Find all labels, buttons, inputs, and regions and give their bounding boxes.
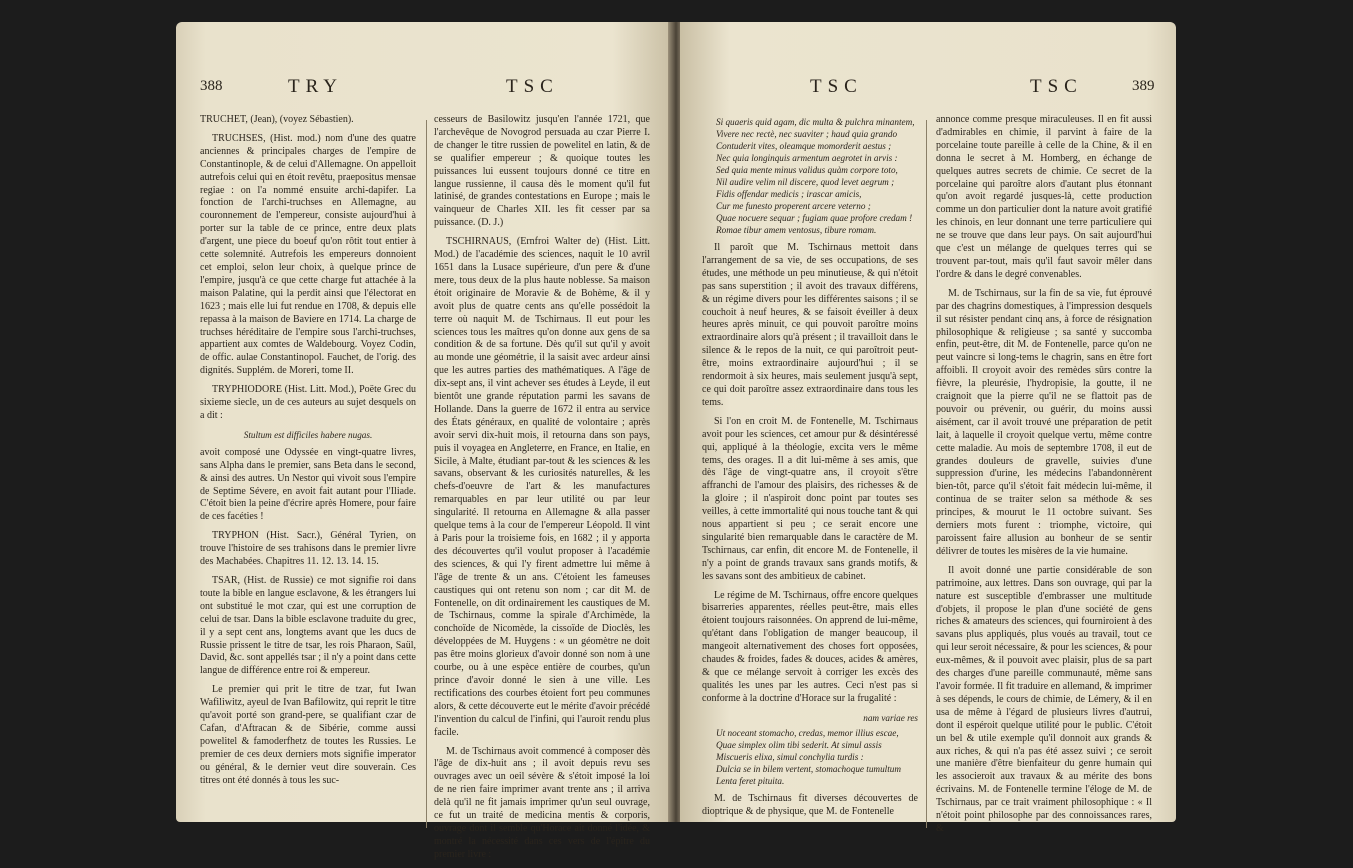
left-page [176,22,672,860]
page-number-right: 389 [1132,78,1155,94]
column-rule-left [426,120,427,828]
entry-truchet: TRUCHET, (Jean), (voyez Sébastien). [200,114,354,125]
running-head-right: TSC [506,76,559,97]
right-page [680,22,1176,834]
para-patrimoine: Il avoit donné une partie considérable de son patrimoine, aux lettres. Dans son ouvrage, qui par la nature est susceptible d'embrasser une multitude d'objets, il propose le plan d'une société de gens riches & amateurs des sciences, qui fourniroient à des savans plus appliqués, plus voués au travail, tout ce qui leur seroit nécessaire, & pour les sciences, & pour eux-mêmes, & il pouvoit avec plaisir, plus de sa part des charges d'une pareille communauté, même sans l'avoir formée. Il fit traduire en allemand, & imprimer à ses dépends, le cours de chimie, de Lémery, & il en usa de même à l'égard de plusieurs livres d'autrui, dont il espéroit quelque utilité pour le public. C'étoit un bel & utile exemple qu'il donnoit aux grands & aux riches, & qui n'a pas été assez suivi ; ce seroit une manière d'être bienfaiteur du genre humain qui les associeroit aux travaux & au mérite des bons écrivains. M. de Fontenelle termine l'éloge de M. de Tschirnaus, par ce trait vraiment philosophique : « Il n'étoit point philosophe par des connoissances rares, & [936,564,1152,834]
entry-tryphon: TRYPHON (Hist. Sacr.), Général Tyrien, on trouve l'histoire de ses trahisons dans le premier livre des Machabées. Chapitres 11. 12. 13. 14. 15. [200,530,416,568]
left-page-column-1 [200,114,416,794]
para-porcelaine: annonce comme presque miraculeuses. Il en fit aussi d'admirables en chimie, il parvint à faire de la porcelaine toute pareille à celle de la Chine, & il en donna le secret à M. Homberg, en échange de quelques autres secrets de chimie. Ce secret de la porcelaine qui paroître alors d'autant plus étonnant qu'on avoit regardé jusques-là, cette production comme un don particulier dont la nature avoit gratifié les chinois, en leur donnant une terre particuliere qui ne se trouve que dans leur pays. On sait aujourd'hui que c'est un mélange de quelques terres qui se trouvent par-tout, mais qu'il faut savoir mêler dans l'ordre & dans le degré convenables. [936,114,1152,280]
running-head-left-2: TSC [810,76,863,97]
para-decouvertes: M. de Tschirnaus fit diverses découvertes de dioptrique & de physique, que M. de Fontenelle [702,792,918,817]
horace-verse-1: Si quaeris quid agam, dic multa & pulchra minantem, Vivere nec rectè, nec suaviter ; haud quia grando Contuderit vites, oleamque momorderit aestus ; Nec quia longinquis armentum aegrotet in arvis : Sed quia mente minus validus quàm corpore toto, Nil audire velim nil discere, quod levet aegrum ; Fidis offendar medicis ; irascar amicis, Cur me funesto properent arcere veterno ; Quae nocuere sequar ; fugiam quae profore credam ! Romae tibur amem ventosus, tibure romam. [716,117,915,235]
entry-tschirnaus-works: M. de Tschirnaus avoit commencé à composer dès l'âge de dix-huit ans ; il avoit depuis revu ses ouvrages avec un oeil sévère & s'étoit imposé la loi de ne rien faire imprimer avant trente ans ; il arriva delà qu'il ne fit jamais imprimer qu'un seul ouvrage, ce fut un traité de medicina mentis & corporis, ouvrage dont il semble qu'Horace ait donné l'idée, & montré la nécessité dans ces vers de l'épître du premier livre : [434,745,650,860]
para-regime: Le régime de M. Tschirnaus, offre encore quelques bisarreries apparentes, réelles peut-être, mais elles étoient toujours raisonnées. On apprend de lui-même, qu'étant dans l'obligation de manger beaucoup, il mangeoit alternativement des choses fort opposées, chaudes & froides, fades & douces, acides & amères, & que ce mélange servoit à corriger les excès des qualités les unes par les autres. Ceci n'est pas si conforme à la doctrine d'Horace sur la frugalité : [702,589,918,704]
para-fin-de-vie: M. de Tschirnaus, sur la fin de sa vie, fut éprouvé par des chagrins domestiques, à l'impression desquels il sut résister pendant cinq ans, à force de résignation philosophique & religieuse ; sa santé y succomba enfin, peut-être, dit M. de Fontenelle, parce qu'on ne peut vaincre si long-tems le chagrin, sans en être fort affoibli. Il croyoit avoir des remèdes sûrs contre la fièvre, la pleurésie, l'hydropisie, la goutte, il ne craignoit que la pierre qu'il ne se flattoit pas de pouvoir ou prévenir, ou guérir, du moins aussi aisément, car il avoit trouvé une préparation de petit lait, à laquelle il croyoit quelque vertu, même contre cette maladie. Au mois de septembre 1708, il eut de grandes douleurs de gravelle, suivies d'une suppression d'urine, les médecins l'abandonnèrent bien-tôt, parce qu'il s'étoit fait médecin lui-même, il continua de se traiter selon sa méthode & ses principes, & mourut le 11 octobre suivant. Ses derniers mots furent : triomphe, victoire, qui paroissent faire allusion au bonheur de se sentir délivrer de toutes les misères de la vie humaine. [936,287,1152,557]
right-page-column-2 [936,114,1152,842]
entry-truchses: TRUCHSES, (Hist. mod.) nom d'une des quatre anciennes & principales charges de l'empire de Constantinople, & de celui d'Allemagne. On appelloit autrefois celui qui en étoit revêtu, praepositus mensae regiae : on l'a nommé ensuite archi-dapifer. La fonction de l'archi-truchses en Allemagne, au couronnement de l'empereur, consiste aujourd'hui à porter sur la table de ce prince, entre deux plats d'argent, une piece du boeuf qu'on rôtit tout entier à cette solemnité. Autrefois les empereurs donnoient cet emploi, selon leur choix, à quelque prince de l'empire, jusqu'à ce que cette charge fut attachée à la maison Palatine, qui la perdit ainsi que l'électorat en 1623 ; mais elle lui fut rendue en 1708, & depuis elle repassa à la maison de Baviere en 1714. La charge de truchses héréditaire de l'empire sous l'archi-truchses, appartient aux comtes de Waldebourg. Voyez Codin, de offic. aulae Constantinopol. Fauchet, de l'orig. des dignités. Supplém. de Moreri, tome II. [200,132,416,377]
entry-tsar-cont: Le premier qui prit le titre de tzar, fut Iwan Wafiliwitz, ayeul de Ivan Bafilowitz, qui reprit le titre qu'avoit porté son grand-pere, se qualifiant czar de Cafan, d'Aftracan & de Sibérie, comme aussi powelitel & famoderfhetz de toutes les Russies. Le premier de ces deux derniers mots signifie imperator ou général, & le dernier veut dire souverain. Ces titres ont été donnés à tous les suc- [200,684,416,786]
horace-verse-2: Ut noceant stomacho, credas, memor illius escae, Quae simplex olim tibi sederit. At simul assis Miscueris elixa, simul conchylia turdis : Dulcia se in bilem vertent, stomachoque tumultum Lenta feret pituita. [716,727,901,786]
entry-tryphiodore: TRYPHIODORE (Hist. Litt. Mod.), Poëte Grec du sixieme siecle, un de ces auteurs au sujet desquels on a dit : [200,384,416,421]
entry-tryphiodore-cont: avoit composé une Odyssée en vingt-quatre livres, sans Alpha dans le premier, sans Beta dans le second, & ainsi des autres. Un Nestor qui vivoit sous l'empire de Septime Sévere, en avoit fait autant pour l'Iliade. C'étoit bien la peine d'écrire après Homere, pour faire de ces facéties ! [200,446,416,523]
quotation-line: Stultum est difficiles habere nugas. [243,429,373,440]
running-head-right-2: TSC [1030,76,1083,97]
entry-tschirnaus: TSCHIRNAUS, (Ernfroi Walter de) (Hist. Litt. Mod.) de l'académie des sciences, naquit le 10 avril 1651 dans la Lusace supérieure, d'un pere & d'une mere, tous deux de la plus haute noblesse. Sa maison étoit originaire de Moravie & de Bohème, & il y avoit plus de quatre cents ans qu'elle possédoit la terre où naquit M. de Tschirnaus. Il eut pour les sciences tous les maîtres qu'on donne aux gens de sa condition & de sa fortune. Dès qu'il sut qu'il y avoit au monde une géométrie, il la saisit avec ardeur ainsi que les autres parties des mathématiques. A l'âge de dix-sept ans, il vint achever ses études à Leyde, il eut bientôt une grande réputation parmi les savans de Hollande. Dans la guerre de 1672 il entra au service des États généraux, en qualité de volontaire ; après avoir servi dix-huit mois, il retourna dans son pays, puis il voyagea en Angleterre, en France, en Italie, en Sicile, à Malte, étudiant par-tout & les sciences & les savans, observant & les curiosités naturelles, & les chefs-d'oeuvre de l'art & les manufactures remarquables en par leur utilité ou par leur singularité. Il retourna en Allemagne & alla passer quelque tems à la cour de l'empereur Léopold. Il vint à Paris pour la troisieme fois, en 1682 ; il y apporta des découvertes qu'il voulut proposer à l'académie des sciences, & qui l'y firent admettre lui même à l'âge de trente & un ans. C'étoient les fameuses caustiques qui ont retenu son nom ; car dit M. de Fontenelle, on dit ordinairement les caustiques de M. de Tschirnaus, comme la spirale d'Archimède, la conchoïde de Nicomède, la cissoïde de Dioclès, les développées de M. Huygens : « un géomètre ne doit pas être moins glorieux d'avoir donné son nom à une courbe, ou à une espèce entière de courbes, qu'un prince d'avoir donné le sien à une ville. Les rectifications des courbes étoient fort peu communes alors, & cette découverte eut le mérite d'avoir précédé l'invention du calcul de l'infini, qui l'auroit rendu plus facile. [434,236,650,738]
running-head-left: TRY [288,76,343,97]
left-page-column-2 [434,114,650,868]
horace-verse-2-lead: nam variae res [863,712,918,723]
entry-tsar: TSAR, (Hist. de Russie) ce mot signifie roi dans toute la bible en langue esclavone, & les étrangers lui ont substitué le mot czar, qui est une corruption de celui de tsar. Dans la bible esclavone traduite du grec, il y a sept cent ans, longtems avant que les ducs de Russie prissent le titre de tsar, les rois Pharaon, Saül, David, &c. sont appellés tsar ; il n'y a point dans cette langue de différence entre roi & empereur. [200,575,416,677]
right-page-column-1 [702,114,918,824]
para-sciences: Si l'on en croit M. de Fontenelle, M. Tschirnaus avoit pour les sciences, cet amour pur & désintéressé qui, appliqué à la théologie, excita vers le même tems, des orages. Il a dit lui-même à ses amis, que dès l'âge de vingt-quatre ans, il croyoit s'être affranchi de l'amour des plaisirs, des richesses & de la gloire ; il n'aspiroit donc point par toutes ses veilles, à cette immortalité qui nous touche tant & qui nous appartient si peu ; ce serait encore une singularité bien remarquable dans le caractère de M. Tschirnaus, car enfin, dit encore M. de Fontenelle, il n'y a point de grands travaux sans grands motifs, & les savans sont des ambitieux de cabinet. [702,415,918,582]
column-rule-right [926,120,927,828]
entry-tsar-end: cesseurs de Basilowitz jusqu'en l'année 1721, que l'archevêque de Novogrod persuada au czar Pierre I. de changer le titre russien de powelitel en latin, & de se qualifier empereur ; & quoique toutes les puissances lui eussent toujours donné ce titre en langue russienne, il causa dès le moment qu'il fut latinisé, de grandes contestations en Europe ; mais le vainqueur de Charles XII. les fit cesser par sa puissance. (D. J.) [434,114,650,229]
page-number-left: 388 [200,78,223,94]
para-methode: Il paroît que M. Tschirnaus mettoit dans l'arrangement de sa vie, de ses occupations, de ses études, une méthode un peu minutieuse, & qui n'étoit pas sans superstition ; il avoit des travaux différens, & un régime divers pour les différentes saisons ; il se couchoit à neuf heures, & se faisoit éveiller à deux heures après minuit, ce qui pouvoit paroître moins extraordinaire alors qu'à présent ; il travailloit dans le silence & le repos de la nuit, ce qui paroîtroit peut-être, moins extraordinaire aujourd'hui ; il se rendormoit à six heures, mais seulement jusqu'à sept, ce qui doit paroître assez extraordinaire dans tous les tems. [702,242,918,408]
